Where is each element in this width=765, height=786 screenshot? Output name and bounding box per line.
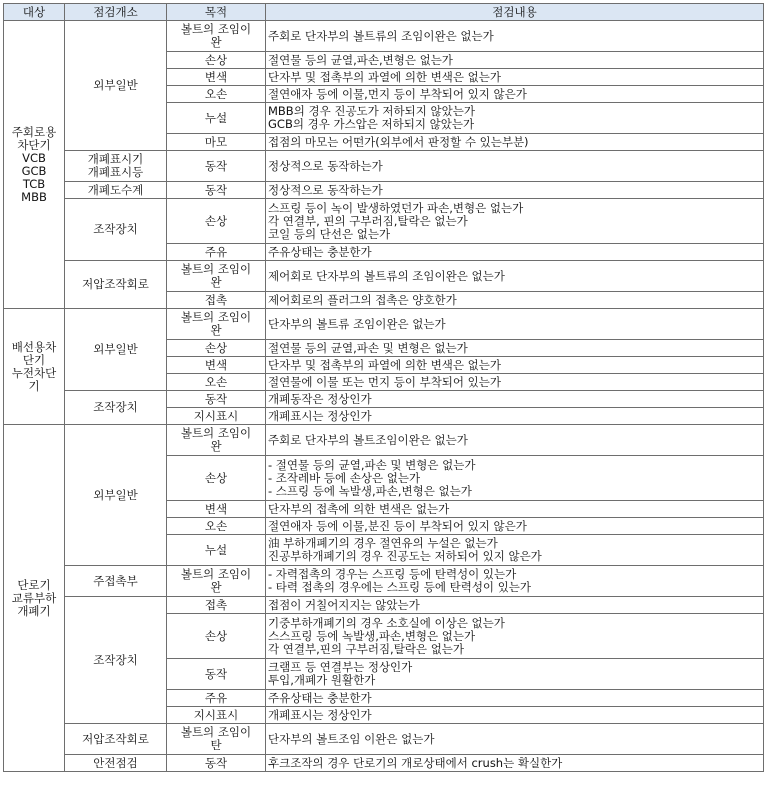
content-cell: 주유상태는 충분한가: [266, 690, 764, 707]
table-row: [4, 566, 764, 597]
purpose-cell: 변색: [167, 357, 266, 374]
content-cell: 주회로 단자부의 볼트류의 조임이완은 없는가: [266, 21, 764, 52]
purpose-cell: 변색: [167, 501, 266, 518]
content-cell: 절연애자 등에 이물,분진 등이 부착되어 있지 않은가: [266, 518, 764, 535]
purpose-cell: 볼트의 조임이 완: [167, 425, 266, 456]
purpose-cell: 동작: [167, 151, 266, 182]
table-row: [4, 199, 764, 244]
content-cell: 절연물 등의 균열,파손,변형은 없는가: [266, 52, 764, 69]
content-cell: 油 부하개폐기의 경우 절연유의 누설은 없는가 진공부하개폐기의 경우 진공도는 저하되어 있지 않은가: [266, 535, 764, 566]
purpose-cell: 주유: [167, 244, 266, 261]
location-cell: 조작장치: [65, 199, 167, 261]
content-cell: 정상적으로 동작하는가: [266, 182, 764, 199]
purpose-cell: 손상: [167, 52, 266, 69]
purpose-cell: 접촉: [167, 597, 266, 614]
purpose-cell: 마모: [167, 134, 266, 151]
purpose-cell: 손상: [167, 456, 266, 501]
target-cell: 단로기 교류부하 개폐기: [4, 425, 65, 772]
content-cell: 주유상태는 충분한가: [266, 244, 764, 261]
purpose-cell: 볼트의 조임이 탄: [167, 724, 266, 755]
header-purpose: 목적: [167, 4, 266, 21]
purpose-cell: 누설: [167, 535, 266, 566]
table-row: [4, 151, 764, 182]
header-row: [4, 4, 764, 21]
content-cell: 절연물에 이물 또는 먼지 등이 부착되어 있는가: [266, 374, 764, 391]
content-cell: - 자력접촉의 경우는 스프링 등에 탄력성이 있는가 - 타력 접촉의 경우에는 스프링 등에 탄력성이 있는가: [266, 566, 764, 597]
purpose-cell: 동작: [167, 182, 266, 199]
purpose-cell: 손상: [167, 340, 266, 357]
purpose-cell: 오손: [167, 86, 266, 103]
content-cell: 주회로 단자부의 볼트조임이완은 없는가: [266, 425, 764, 456]
table-row: [4, 597, 764, 614]
table-row: [4, 182, 764, 199]
content-cell: 단자부 및 접촉부의 과열에 의한 변색은 없는가: [266, 69, 764, 86]
content-cell: 접점의 마모는 어떤가(외부에서 판정할 수 있는부분): [266, 134, 764, 151]
location-cell: 저압조작회로: [65, 261, 167, 309]
purpose-cell: 오손: [167, 374, 266, 391]
purpose-cell: 손상: [167, 614, 266, 659]
content-cell: 개폐동작은 정상인가: [266, 391, 764, 408]
content-cell: 개폐표시는 정상인가: [266, 408, 764, 425]
content-cell: 단자부의 볼트조임 이완은 없는가: [266, 724, 764, 755]
content-cell: 개폐표시는 정상인가: [266, 707, 764, 724]
location-cell: 외부일반: [65, 309, 167, 391]
content-cell: 정상적으로 동작하는가: [266, 151, 764, 182]
inspection-table: [3, 3, 764, 772]
purpose-cell: 지시표시: [167, 707, 266, 724]
location-cell: 개폐표시기 개폐표시등: [65, 151, 167, 182]
content-cell: 크램프 등 연결부는 정상인가 투입,개폐가 원활한가: [266, 659, 764, 690]
purpose-cell: 오손: [167, 518, 266, 535]
target-cell: 주회로용 차단기 VCB GCB TCB MBB: [4, 21, 65, 309]
location-cell: 개폐도수계: [65, 182, 167, 199]
purpose-cell: 동작: [167, 659, 266, 690]
location-cell: 조작장치: [65, 597, 167, 724]
location-cell: 조작장치: [65, 391, 167, 425]
header-target: 대상: [4, 4, 65, 21]
header-location: 점검개소: [65, 4, 167, 21]
purpose-cell: 누설: [167, 103, 266, 134]
purpose-cell: 동작: [167, 755, 266, 772]
location-cell: 저압조작회로: [65, 724, 167, 755]
purpose-cell: 볼트의 조임이 완: [167, 21, 266, 52]
table-row: [4, 391, 764, 408]
content-cell: - 절연물 등의 균열,파손 및 변형은 없는가 - 조작레바 등에 손상은 없는가 - 스프링 등에 녹발생,파손,변형은 없는가: [266, 456, 764, 501]
location-cell: 주접촉부: [65, 566, 167, 597]
location-cell: 안전점검: [65, 755, 167, 772]
content-cell: 절연애자 등에 이물,먼지 등이 부착되어 있지 않은가: [266, 86, 764, 103]
target-cell: 배선용차 단기 누전차단 기: [4, 309, 65, 425]
content-cell: 스프링 등이 녹이 발생하였던가 파손,변형은 없는가 각 연결부, 핀의 구부러짐,탈락은 없는가 코일 등의 단선은 없는가: [266, 199, 764, 244]
purpose-cell: 손상: [167, 199, 266, 244]
content-cell: 후크조작의 경우 단로기의 개로상태에서 crush는 확실한가: [266, 755, 764, 772]
purpose-cell: 볼트의 조임이 완: [167, 566, 266, 597]
location-cell: 외부일반: [65, 21, 167, 151]
content-cell: 제어회로의 플러그의 접촉은 양호한가: [266, 292, 764, 309]
table-row: [4, 261, 764, 292]
header-content: 점검내용: [266, 4, 764, 21]
content-cell: 단자부의 접촉에 의한 변색은 없는가: [266, 501, 764, 518]
table-row: [4, 724, 764, 755]
purpose-cell: 변색: [167, 69, 266, 86]
purpose-cell: 동작: [167, 391, 266, 408]
purpose-cell: 접촉: [167, 292, 266, 309]
content-cell: 접점이 거칠어지지는 않았는가: [266, 597, 764, 614]
purpose-cell: 볼트의 조임이 완: [167, 309, 266, 340]
table-row: [4, 425, 764, 456]
location-cell: 외부일반: [65, 425, 167, 566]
content-cell: 단자부 및 접촉부의 파열에 의한 변색은 없는가: [266, 357, 764, 374]
content-cell: 기중부하개폐기의 경우 소호실에 이상은 없는가 스스프링 등에 녹발생,파손,변형은 없는가 각 연결부,핀의 구부러짐,탈락은 없는가: [266, 614, 764, 659]
content-cell: 단자부의 볼트류 조임이완은 없는가: [266, 309, 764, 340]
table-row: [4, 21, 764, 52]
content-cell: 절연물 등의 균열,파손 및 변형은 없는가: [266, 340, 764, 357]
content-cell: MBB의 경우 진공도가 저하되지 않았는가 GCB의 경우 가스압은 저하되지 않았는가: [266, 103, 764, 134]
table-row: [4, 309, 764, 340]
table-row: [4, 755, 764, 772]
purpose-cell: 주유: [167, 690, 266, 707]
purpose-cell: 지시표시: [167, 408, 266, 425]
content-cell: 제어회로 단자부의 볼트류의 조임이완은 없는가: [266, 261, 764, 292]
purpose-cell: 볼트의 조임이 완: [167, 261, 266, 292]
